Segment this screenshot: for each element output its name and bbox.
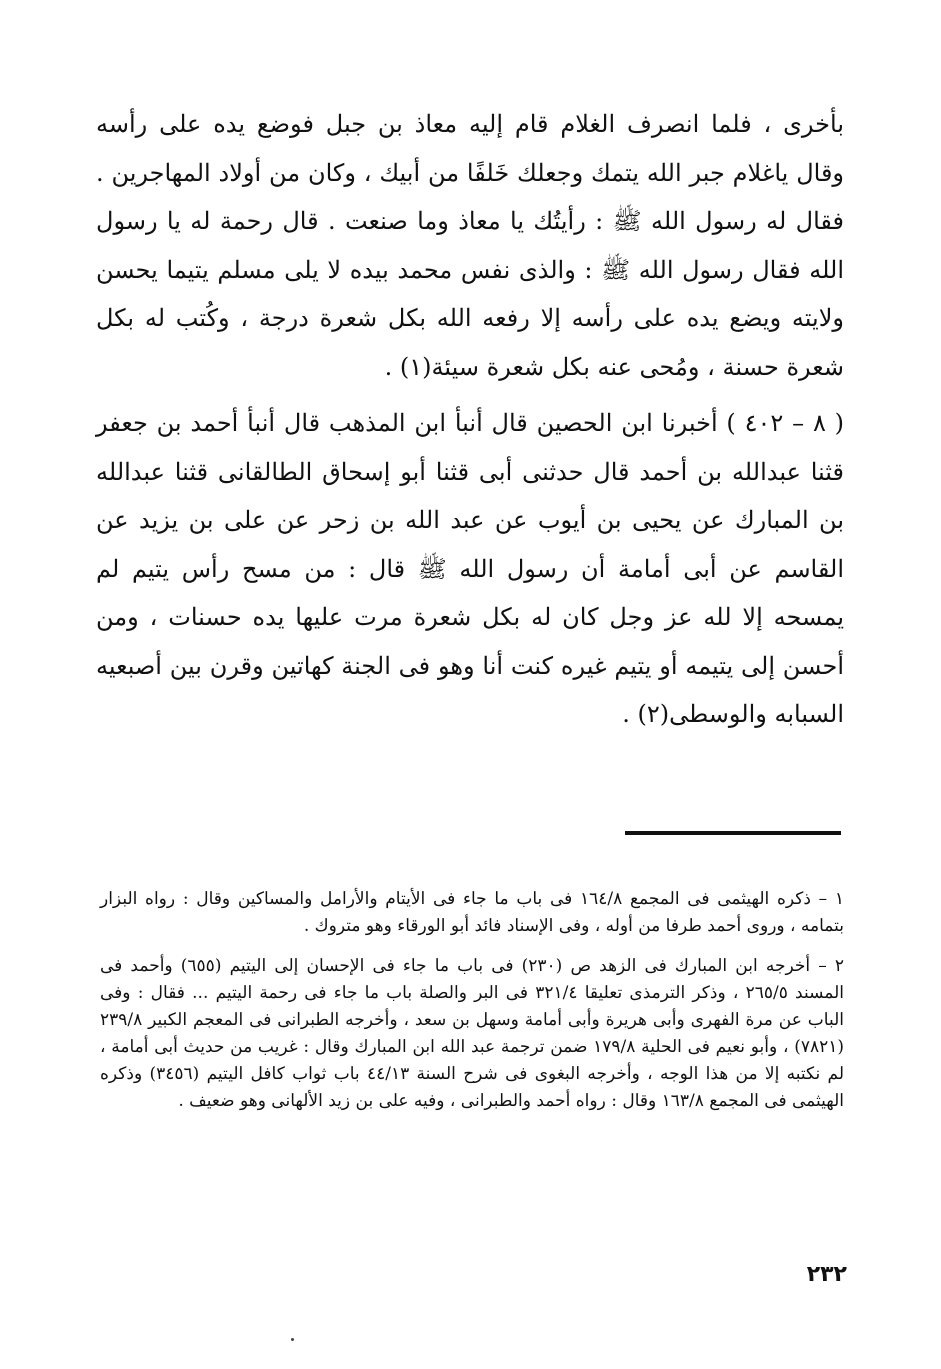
scan-speck bbox=[291, 1338, 294, 1341]
footnote-2: ٢ – أخرجه ابن المبارك فى الزهد ص (٢٣٠) فى باب ما جاء فى الإحسان إلى اليتيم (٦٥٥) وأحمد فى المسند ٢٦٥/٥ ، وذكر الترمذى تعليقا ٣٢١/٤ فى البر والصلة باب ما جاء فى رحمة اليتيم ... فقال : وفى الباب عن مرة الفهرى وأبى هريرة وأبى أمامة وسهل بن سعد ، وأخرجه الطبرانى فى المعجم الكبير ٢٣٩/٨ (٧٨٢١) ، وأبو نعيم فى الحلية ١٧٩/٨ ضمن ترجمة عبد الله ابن المبارك وقال : غريب من حديث أبى أمامة ، لم نكتبه إلا من هذا الوجه ، وأخرجه البغوى فى شرح السنة ٤٤/١٣ باب ثواب كافل اليتيم (٣٤٥٦) وذكره الهيثمى فى المجمع ١٦٣/٨ وقال : رواه أحمد والطبرانى ، وفيه على بن زيد الألهانى وهو ضعيف . bbox=[100, 956, 845, 1111]
page-number: ٢٣٢ bbox=[806, 1262, 847, 1287]
footnote-separator bbox=[625, 831, 841, 835]
main-text bbox=[96, 100, 844, 739]
paragraph-hadith-2: ( ٨ – ٤٠٢ ) أخبرنا ابن الحصين قال أنبأ ابن المذهب قال أنبأ أحمد بن جعفر قثنا عبدالله بن أحمد قال حدثنى أبى قثنا أبو إسحاق الطالقانى قثنا عبدالله بن المبارك عن يحيى بن أيوب عن عبد الله بن زحر عن على بن يزيد عن القاسم عن أبى أمامة أن رسول الله ﷺ قال : من مسح رأس يتيم لم يمسحه إلا لله عز وجل كان له بكل شعرة مرت عليها يده حسنات ، ومن أحسن إلى يتيمه أو يتيم غيره كنت أنا وهو فى الجنة كهاتين وقرن بين أصبعيه السبابه والوسطى(٢) . bbox=[96, 409, 845, 728]
footnote-1: ١ – ذكره الهيثمى فى المجمع ١٦٤/٨ فى باب ما جاء فى الأيتام والأرامل والمساكين وقال : رواه البزار بتمامه ، وروى أحمد طرفا من أوله ، وفى الإسناد فائد أبو الورقاء وهو متروك . bbox=[100, 889, 844, 936]
footnotes bbox=[100, 886, 844, 1115]
paragraph-hadith-1: بأخرى ، فلما انصرف الغلام قام إليه معاذ بن جبل فوضع يده على رأسه وقال ياغلام جبر الله يتمك وجعلك خَلفًا من أبيك ، وكان من أولاد المهاجرين . فقال له رسول الله ﷺ : رأيتُك يا معاذ وما صنعت . قال رحمة له يا رسول الله فقال رسول الله ﷺ : والذى نفس محمد بيده لا يلى مسلم يتيما يحسن ولايته ويضع يده على رأسه إلا رفعه الله بكل شعرة درجة ، وكُتب له بكل شعرة حسنة ، ومُحى عنه بكل شعرة سيئة(١) . bbox=[96, 110, 844, 381]
